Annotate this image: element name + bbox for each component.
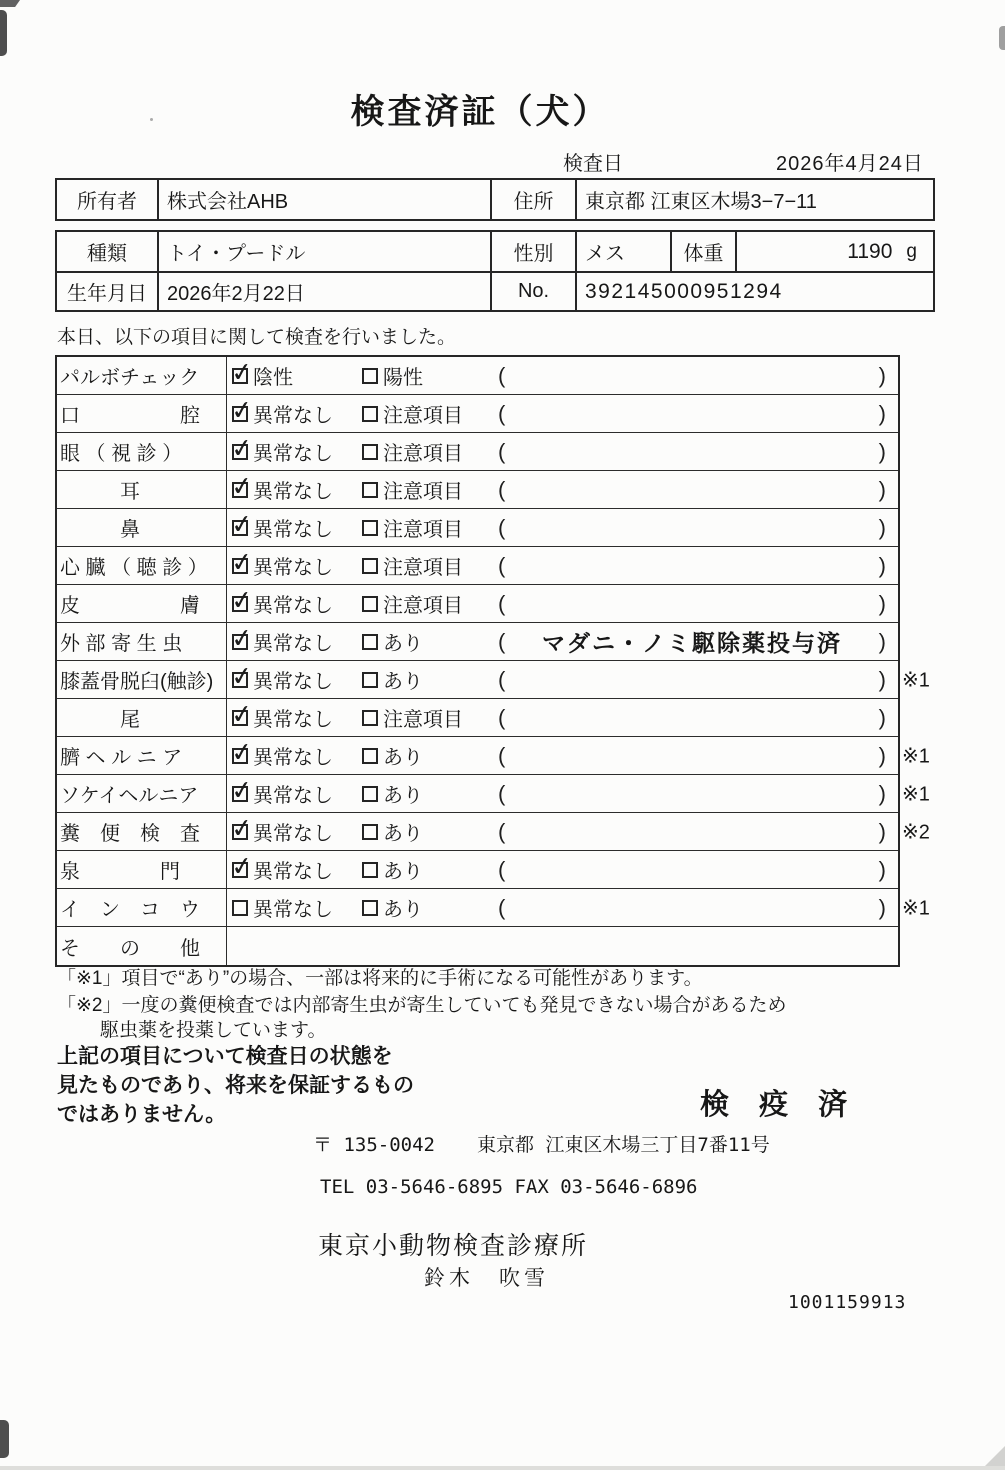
sex-label: 性別 bbox=[492, 232, 577, 271]
result-option bbox=[357, 741, 492, 770]
disclaimer-text bbox=[57, 1042, 414, 1129]
remarks-cell bbox=[492, 439, 898, 465]
paren-open: ( bbox=[498, 704, 506, 730]
result-option bbox=[357, 627, 492, 656]
option-label: 異常なし bbox=[253, 861, 333, 883]
inspection-item-label: 尾 bbox=[57, 699, 227, 736]
option-label: あり bbox=[383, 633, 423, 655]
scan-artifact bbox=[0, 1466, 1005, 1470]
inspection-row bbox=[57, 889, 930, 927]
remarks-cell bbox=[492, 705, 898, 731]
result-option bbox=[357, 855, 492, 884]
check-mark-icon: ✓ bbox=[229, 355, 255, 388]
result-option bbox=[227, 735, 357, 770]
result-option bbox=[227, 583, 357, 618]
document-title: 検査済証（犬） bbox=[350, 93, 610, 131]
checkbox-icon bbox=[362, 748, 378, 764]
inspection-item-label: 眼 （ 視 診 ） bbox=[57, 433, 227, 470]
check-mark-icon: ✓ bbox=[229, 469, 255, 502]
address-value: 東京都 江東区木場3−7−11 bbox=[585, 191, 817, 213]
inspection-item-label: ソケイヘルニア bbox=[57, 775, 227, 812]
checkbox-icon bbox=[229, 849, 255, 882]
option-label: あり bbox=[383, 899, 423, 921]
remarks-cell bbox=[492, 477, 898, 503]
result-option bbox=[227, 507, 357, 542]
result-option bbox=[357, 779, 492, 808]
scan-artifact bbox=[0, 10, 7, 56]
paren-close: ) bbox=[878, 894, 886, 920]
option-label: 異常なし bbox=[253, 443, 333, 465]
inspection-row bbox=[57, 811, 930, 851]
inspection-row bbox=[57, 851, 898, 889]
result-option bbox=[227, 849, 357, 884]
paren-open: ( bbox=[498, 514, 506, 540]
checkbox-icon bbox=[362, 672, 378, 688]
checkbox-icon bbox=[229, 583, 255, 616]
inspection-item-label: 臍 ヘ ル ニ ア bbox=[57, 737, 227, 774]
result-option bbox=[227, 355, 357, 390]
paren-close: ) bbox=[878, 628, 886, 654]
paren-open: ( bbox=[498, 400, 506, 426]
checkbox-icon bbox=[362, 558, 378, 574]
intro-text: 本日、以下の項目に関して検査を行いました。 bbox=[57, 327, 457, 348]
paren-open: ( bbox=[498, 438, 506, 464]
inspection-item-label: パルボチェック bbox=[57, 357, 227, 394]
inspection-row bbox=[57, 357, 898, 395]
checkbox-icon bbox=[362, 862, 378, 878]
scan-artifact bbox=[999, 26, 1005, 50]
option-label: 異常なし bbox=[253, 595, 333, 617]
check-mark-icon: ✓ bbox=[229, 431, 255, 464]
paren-open: ( bbox=[498, 476, 506, 502]
pet-row-1 bbox=[57, 232, 933, 271]
postal-code: 〒 135-0042 bbox=[313, 1134, 435, 1156]
checkbox-icon bbox=[229, 659, 255, 692]
inspection-item-label: 心 臓 （ 聴 診 ） bbox=[57, 547, 227, 584]
disclaimer-line-2: 見たものであり、将来を保証するもの bbox=[57, 1074, 414, 1097]
check-mark-icon: ✓ bbox=[229, 393, 255, 426]
inspection-row bbox=[57, 585, 898, 623]
result-option bbox=[357, 475, 492, 504]
footnote-ref: ※2 bbox=[902, 821, 930, 843]
footnote-ref: ※1 bbox=[902, 897, 930, 919]
check-mark-icon: ✓ bbox=[229, 659, 255, 692]
paren-close: ) bbox=[878, 704, 886, 730]
option-label: 異常なし bbox=[253, 823, 333, 845]
check-mark-icon: ✓ bbox=[229, 621, 255, 654]
checkbox-icon bbox=[362, 824, 378, 840]
veterinarian-name: 鈴木 吹雪 bbox=[424, 1267, 549, 1290]
footnote-1: 「※1」項目で“あり”の場合、一部は将来的に手術になる可能性があります。 bbox=[57, 968, 703, 989]
checkbox-icon bbox=[362, 900, 378, 916]
weight-value: 1190 bbox=[847, 239, 893, 263]
checkbox-icon bbox=[229, 811, 255, 844]
result-option bbox=[227, 893, 357, 922]
check-mark-icon: ✓ bbox=[229, 735, 255, 768]
inspection-row bbox=[57, 471, 898, 509]
paren-close: ) bbox=[878, 818, 886, 844]
result-option bbox=[357, 665, 492, 694]
weight-unit: g bbox=[906, 240, 917, 262]
option-label: あり bbox=[383, 671, 423, 693]
option-label: 陰性 bbox=[253, 367, 293, 389]
option-label: 異常なし bbox=[253, 785, 333, 807]
clinic-address: 東京都 江東区木場三丁目7番11号 bbox=[476, 1134, 770, 1156]
remarks-cell bbox=[492, 515, 898, 541]
remarks-cell bbox=[492, 743, 898, 769]
option-label: 異常なし bbox=[253, 671, 333, 693]
paren-open: ( bbox=[498, 742, 506, 768]
inspection-item-label: 鼻 bbox=[57, 509, 227, 546]
option-label: あり bbox=[383, 861, 423, 883]
checkbox-icon bbox=[362, 406, 378, 422]
remarks-cell bbox=[492, 667, 898, 693]
check-mark-icon: ✓ bbox=[229, 773, 255, 806]
pet-row-2 bbox=[57, 271, 933, 310]
paren-close: ) bbox=[878, 780, 886, 806]
option-label: 陽性 bbox=[383, 367, 423, 389]
checkbox-icon bbox=[229, 355, 255, 388]
paren-open: ( bbox=[498, 818, 506, 844]
paren-close: ) bbox=[878, 666, 886, 692]
option-label: 異常なし bbox=[253, 481, 333, 503]
birthdate-value: 2026年2月22日 bbox=[159, 273, 492, 310]
remarks-cell bbox=[492, 591, 898, 617]
inspection-item-label: 皮 膚 bbox=[57, 585, 227, 622]
serial-number: 1001159913 bbox=[788, 1292, 907, 1313]
quarantine-passed-stamp: 検 疫 済 bbox=[700, 1089, 859, 1121]
checkbox-icon bbox=[229, 431, 255, 464]
remarks-cell bbox=[492, 625, 898, 658]
paren-close: ) bbox=[878, 552, 886, 578]
option-label: あり bbox=[383, 747, 423, 769]
birthdate-label: 生年月日 bbox=[57, 273, 159, 310]
paren-close: ) bbox=[878, 742, 886, 768]
checkbox-icon bbox=[362, 634, 378, 650]
remarks-cell bbox=[492, 781, 898, 807]
checkbox-icon bbox=[229, 393, 255, 426]
remarks-cell bbox=[492, 553, 898, 579]
paren-open: ( bbox=[498, 666, 506, 692]
option-label: 注意項目 bbox=[383, 709, 463, 731]
check-mark-icon: ✓ bbox=[229, 545, 255, 578]
owner-row bbox=[57, 180, 933, 219]
option-label: 異常なし bbox=[253, 405, 333, 427]
footnote-ref: ※1 bbox=[902, 669, 930, 691]
paren-open: ( bbox=[498, 894, 506, 920]
result-option bbox=[357, 703, 492, 732]
checkbox-icon bbox=[229, 545, 255, 578]
breed-value: トイ・プードル bbox=[159, 232, 492, 271]
result-option bbox=[227, 393, 357, 428]
address-label: 住所 bbox=[492, 180, 577, 219]
clinic-address-line bbox=[313, 1130, 770, 1157]
checkbox-icon bbox=[229, 469, 255, 502]
option-label: 異常なし bbox=[253, 519, 333, 541]
check-mark-icon: ✓ bbox=[229, 583, 255, 616]
result-option bbox=[357, 437, 492, 466]
clinic-phone-line: TEL 03-5646-6895 FAX 03-5646-6896 bbox=[320, 1176, 698, 1198]
option-label: 異常なし bbox=[253, 557, 333, 579]
inspection-row bbox=[57, 659, 930, 699]
checkbox-icon bbox=[232, 900, 248, 916]
result-option bbox=[357, 551, 492, 580]
checkbox-icon bbox=[362, 368, 378, 384]
checkbox-icon bbox=[229, 735, 255, 768]
option-label: 異常なし bbox=[253, 633, 333, 655]
clinic-name: 東京小動物検査診療所 bbox=[318, 1232, 589, 1260]
option-label: 注意項目 bbox=[383, 405, 463, 427]
remarks-cell bbox=[492, 895, 898, 921]
result-option bbox=[357, 399, 492, 428]
remarks-cell bbox=[492, 401, 898, 427]
inspection-row bbox=[57, 547, 898, 585]
owner-label: 所有者 bbox=[57, 180, 159, 219]
result-option bbox=[357, 361, 492, 390]
remarks-cell bbox=[492, 819, 898, 845]
result-option bbox=[227, 811, 357, 846]
result-option bbox=[357, 513, 492, 542]
pet-table bbox=[55, 230, 935, 312]
paren-close: ) bbox=[878, 438, 886, 464]
result-option bbox=[227, 545, 357, 580]
weight-value-cell bbox=[737, 232, 933, 271]
option-label: 注意項目 bbox=[383, 557, 463, 579]
owner-table bbox=[55, 178, 935, 221]
owner-value: 株式会社AHB bbox=[159, 180, 492, 219]
breed-label: 種類 bbox=[57, 232, 159, 271]
inspection-row bbox=[57, 927, 898, 965]
scan-artifact bbox=[0, 0, 20, 7]
option-label: 注意項目 bbox=[383, 481, 463, 503]
remark-text: マダニ・ノミ駆除薬投与済 bbox=[542, 630, 842, 656]
inspection-row bbox=[57, 623, 898, 661]
checkbox-icon bbox=[229, 697, 255, 730]
inspection-row bbox=[57, 699, 898, 737]
check-mark-icon: ✓ bbox=[229, 811, 255, 844]
inspection-date-value: 2026年4月24日 bbox=[776, 153, 924, 175]
disclaimer-line-1: 上記の項目について検査日の状態を bbox=[57, 1045, 393, 1068]
id-number-value: 392145000951294 bbox=[585, 279, 783, 303]
remarks-cell bbox=[492, 857, 898, 883]
result-option bbox=[227, 469, 357, 504]
option-label: 注意項目 bbox=[383, 595, 463, 617]
option-label: 異常なし bbox=[253, 899, 333, 921]
result-option bbox=[227, 659, 357, 694]
checkbox-icon bbox=[362, 444, 378, 460]
footnote-2: 「※2」一度の糞便検査では内部寄生虫が寄生していても発見できない場合があるため bbox=[57, 995, 787, 1016]
option-label: あり bbox=[383, 823, 423, 845]
paren-close: ) bbox=[878, 400, 886, 426]
paren-close: ) bbox=[878, 856, 886, 882]
inspection-item-label: イ ン コ ウ bbox=[57, 889, 227, 926]
footnote-ref: ※1 bbox=[902, 783, 930, 805]
inspection-item-label: 耳 bbox=[57, 471, 227, 508]
result-option bbox=[227, 773, 357, 808]
weight-label: 体重 bbox=[672, 232, 737, 271]
option-label: あり bbox=[383, 785, 423, 807]
paren-open: ( bbox=[498, 856, 506, 882]
footnote-2-continued: 駆虫薬を投薬しています。 bbox=[100, 1020, 327, 1041]
inspection-row bbox=[57, 395, 898, 433]
paren-open: ( bbox=[498, 628, 506, 654]
paren-close: ) bbox=[878, 590, 886, 616]
check-mark-icon: ✓ bbox=[229, 507, 255, 540]
inspection-date-label: 検査日 bbox=[563, 153, 623, 175]
option-label: 異常なし bbox=[253, 747, 333, 769]
paren-close: ) bbox=[878, 476, 886, 502]
paren-close: ) bbox=[878, 362, 886, 388]
result-option bbox=[357, 589, 492, 618]
checkbox-icon bbox=[362, 710, 378, 726]
footnote-ref: ※1 bbox=[902, 745, 930, 767]
paren-open: ( bbox=[498, 552, 506, 578]
disclaimer-line-3: ではありません。 bbox=[57, 1103, 227, 1126]
check-mark-icon: ✓ bbox=[229, 849, 255, 882]
result-option bbox=[357, 817, 492, 846]
inspection-item-label: 糞 便 検 査 bbox=[57, 813, 227, 850]
result-option bbox=[227, 621, 357, 656]
inspection-row bbox=[57, 773, 930, 813]
paren-open: ( bbox=[498, 590, 506, 616]
checkbox-icon bbox=[362, 520, 378, 536]
check-mark-icon: ✓ bbox=[229, 697, 255, 730]
result-option bbox=[227, 697, 357, 732]
result-option bbox=[227, 431, 357, 466]
paren-open: ( bbox=[498, 780, 506, 806]
paren-close: ) bbox=[878, 514, 886, 540]
inspection-item-label: 外 部 寄 生 虫 bbox=[57, 623, 227, 660]
sex-value: メス bbox=[577, 232, 672, 271]
inspection-row bbox=[57, 735, 930, 775]
option-label: 注意項目 bbox=[383, 519, 463, 541]
checkbox-icon bbox=[229, 773, 255, 806]
checkbox-icon bbox=[229, 507, 255, 540]
checkbox-icon bbox=[229, 621, 255, 654]
inspection-item-label: 口 腔 bbox=[57, 395, 227, 432]
checkbox-icon bbox=[362, 786, 378, 802]
result-option bbox=[357, 893, 492, 922]
id-number-label: No. bbox=[492, 273, 577, 310]
option-label: 注意項目 bbox=[383, 443, 463, 465]
inspection-item-label: 泉 門 bbox=[57, 851, 227, 888]
checkbox-icon bbox=[362, 596, 378, 612]
inspection-item-label: そ の 他 bbox=[57, 927, 227, 965]
checkbox-icon bbox=[362, 482, 378, 498]
inspection-item-label: 膝蓋骨脱臼(触診) bbox=[57, 661, 227, 698]
paren-open: ( bbox=[498, 362, 506, 388]
inspection-row bbox=[57, 509, 898, 547]
inspection-table bbox=[55, 355, 930, 967]
inspection-row bbox=[57, 433, 898, 471]
option-label: 異常なし bbox=[253, 709, 333, 731]
remarks-cell bbox=[492, 363, 898, 389]
scan-artifact bbox=[0, 1420, 9, 1458]
